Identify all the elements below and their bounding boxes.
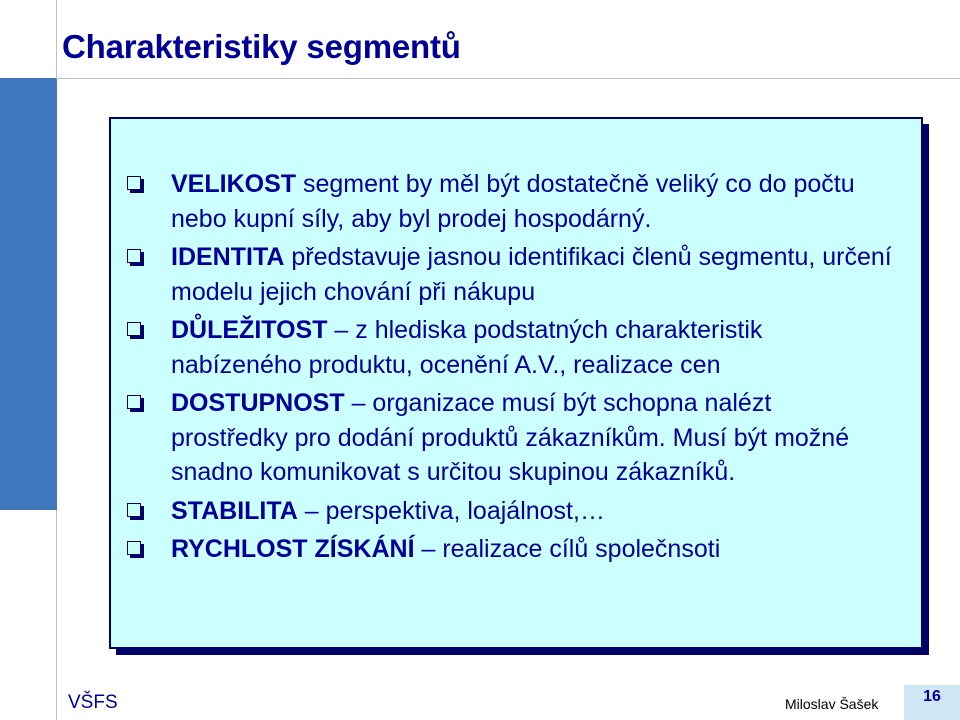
bullet-item-rychlost-ziskani <box>123 532 893 567</box>
bullet-keyword: RYCHLOST ZÍSKÁNÍ <box>171 535 415 563</box>
bullet-keyword: STABILITA <box>171 496 298 525</box>
slide-title: Charakteristiky segmentů <box>62 28 461 65</box>
bullet-text: – organizace musí být schopna nalézt prostředky pro dodání produktů zákazníkům. Musí být možné snadno komunikovat s určitou skupinou zákazníků. <box>171 389 850 486</box>
checkbox-icon <box>127 176 141 190</box>
bullet-text: – realizace cílů společnsoti <box>414 535 721 563</box>
bullet-text: segment by měl být dostatečně veliký co do počtu nebo kupní síly, aby byl prodej hospodárný. <box>171 170 855 233</box>
bullet-item-identita <box>123 240 893 309</box>
bullet-text: představuje jasnou identifikaci členů segmentu, určení modelu jejich chování při nákupu <box>171 243 892 306</box>
page-number: 16 <box>904 685 960 720</box>
bullet-keyword: VELIKOST <box>171 170 297 198</box>
bullet-text: – perspektiva, loajálnost,… <box>297 496 605 525</box>
bullet-keyword: DŮLEŽITOST <box>171 316 328 344</box>
bullet-item-dostupnost <box>123 386 893 490</box>
bullet-keyword: DOSTUPNOST <box>171 389 345 417</box>
checkbox-icon <box>127 395 141 409</box>
left-accent-bar <box>0 78 57 510</box>
checkbox-icon <box>127 322 141 336</box>
checkbox-icon <box>127 503 141 517</box>
footer-author: Miloslav Šašek <box>785 696 879 712</box>
title-divider <box>56 78 960 79</box>
bullet-text: – z hlediska podstatných charakteristik nabízeného produktu, ocenění A.V., realizace cen <box>171 316 763 379</box>
footer-institution: VŠFS <box>68 692 118 713</box>
bullet-item-stabilita <box>123 494 893 529</box>
bullet-keyword: IDENTITA <box>171 243 285 271</box>
bullet-item-velikost <box>123 167 893 236</box>
checkbox-icon <box>127 541 141 555</box>
bullet-list <box>123 167 893 571</box>
bullet-item-dulezitost <box>123 313 893 382</box>
content-box <box>109 117 923 649</box>
checkbox-icon <box>127 249 141 263</box>
